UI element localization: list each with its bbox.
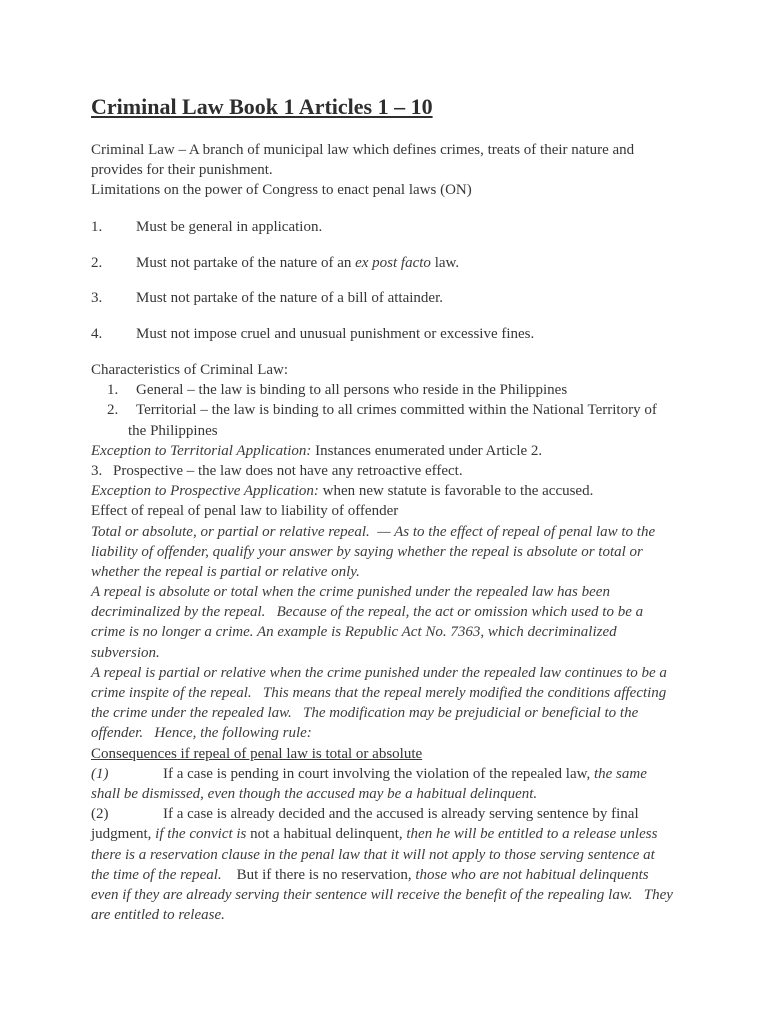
limitation-text: Must be general in application. xyxy=(136,219,323,235)
repeal-paragraph-line: subversion. xyxy=(91,644,160,661)
repeal-paragraph-line: decriminalized by the repeal. Because of the repeal, the act or omission which used to be a xyxy=(91,604,644,621)
limitation-item xyxy=(91,253,711,273)
exception-text: Instances enumerated under Article 2. xyxy=(311,442,543,459)
rule-text-emphasis: the time of the repeal. xyxy=(91,866,222,883)
exception-label: Exception to Prospective Application: xyxy=(91,483,319,500)
exception-line xyxy=(91,481,711,501)
rule-text-emphasis: the same xyxy=(593,765,647,782)
list-number: 2. xyxy=(91,255,103,271)
characteristics-heading: Characteristics of Criminal Law: xyxy=(91,362,289,378)
repeal-heading: Effect of repeal of penal law to liability of offender xyxy=(91,503,399,520)
rule-line xyxy=(91,804,711,824)
list-number: 1. xyxy=(107,382,119,399)
repeal-paragraph-line: whether the repeal is partial or relative only. xyxy=(91,563,360,580)
repeal-paragraph-line: offender. Hence, the following rule: xyxy=(91,725,312,742)
characteristic-continuation: the Philippines xyxy=(128,422,218,439)
rule-line xyxy=(91,865,711,885)
limitation-item xyxy=(91,288,711,308)
rule-text: If a case is already decided and the accused is already serving sentence by final xyxy=(163,806,639,823)
repeal-paragraph-line: Total or absolute, or partial or relative repeal. — As to the effect of repeal of penal law to the xyxy=(91,523,656,540)
consequences-heading-line xyxy=(91,744,711,764)
rule-number: (2) xyxy=(91,806,109,823)
latin-term: ex post facto xyxy=(355,255,431,271)
characteristic-item xyxy=(91,380,711,400)
characteristic-text: Territorial – the law is binding to all crimes committed within the National Territory of xyxy=(136,402,657,419)
list-number: 2. xyxy=(107,402,119,419)
rule-line xyxy=(91,764,711,784)
definition-line: Criminal Law – A branch of municipal law which defines crimes, treats of their nature and xyxy=(91,142,635,158)
rule-line xyxy=(91,824,711,844)
list-number: 1. xyxy=(91,219,103,235)
definition-paragraph xyxy=(91,140,711,200)
list-number: 4. xyxy=(91,326,103,342)
rule-line: there is a reservation clause in the penal law that it will not apply to those serving sentence at xyxy=(91,846,655,863)
limitation-line xyxy=(91,253,711,273)
limitation-item xyxy=(91,324,711,344)
repeal-paragraph-line: A repeal is partial or relative when the crime punished under the repealed law continues to be a xyxy=(91,664,667,681)
exception-label: Exception to Territorial Application: xyxy=(91,442,312,459)
repeal-paragraph-line: crime is no longer a crime. An example is Republic Act No. 7363, which decriminalized xyxy=(91,624,617,641)
exception-text: when new statute is favorable to the accused. xyxy=(318,483,594,500)
characteristic-item xyxy=(91,461,711,481)
rule-text: judgment, xyxy=(91,826,156,843)
limitation-item xyxy=(91,217,711,237)
limitation-text: Must not partake of the nature of an xyxy=(136,255,356,271)
rule-line: shall be dismissed, even though the accused may be a habitual delinquent. xyxy=(91,785,538,802)
repeal-paragraph-line: liability of offender, qualify your answer by saying whether the repeal is absolute or total or xyxy=(91,543,643,560)
exception-line xyxy=(91,441,711,461)
repeal-paragraph-line: crime inspite of the repeal. This means that the repeal merely modified the conditions affecting xyxy=(91,685,667,701)
limitation-text: law. xyxy=(430,255,460,271)
characteristic-text: Prospective – the law does not have any retroactive effect. xyxy=(113,462,463,479)
limitation-line xyxy=(91,217,711,237)
list-number: 3. xyxy=(91,290,103,306)
limitation-text: Must not impose cruel and unusual punishment or excessive fines. xyxy=(136,326,535,342)
rule-line: even if they are already serving their sentence will receive the benefit of the repealing law. They xyxy=(91,886,673,903)
document-title: Criminal Law Book 1 Articles 1 – 10 xyxy=(91,94,433,119)
repeal-paragraph-line: the crime under the repealed law. The modification may be prejudicial or beneficial to the xyxy=(91,705,639,722)
rule-number: (1) xyxy=(91,765,109,782)
rule-text-emphasis: then he will be entitled to a release unless xyxy=(406,826,658,843)
rule-line: are entitled to release. xyxy=(91,907,225,924)
characteristic-text: General – the law is binding to all persons who reside in the Philippines xyxy=(136,382,568,399)
rule-text: But if there is no reservation, xyxy=(221,866,416,883)
rule-text: If a case is pending in court involving the violation of the repealed law, xyxy=(163,765,594,782)
consequences-heading: Consequences if repeal of penal law is total or absolute xyxy=(91,745,423,762)
limitation-text: Must not partake of the nature of a bill of attainder. xyxy=(136,290,443,306)
limitation-line xyxy=(91,324,711,344)
limitation-line xyxy=(91,288,711,308)
rule-text-emphasis: those who are not habitual delinquents xyxy=(415,866,649,883)
rule-text-emphasis: if the convict is xyxy=(155,826,247,843)
definition-line: provides for their punishment. xyxy=(91,162,273,178)
list-number: 3. xyxy=(91,462,103,479)
characteristics-section xyxy=(91,360,711,925)
limitations-heading: Limitations on the power of Congress to enact penal laws (ON) xyxy=(91,182,472,198)
characteristic-item xyxy=(91,400,711,420)
repeal-paragraph-line: A repeal is absolute or total when the crime punished under the repealed law has been xyxy=(91,584,610,601)
rule-text: not a habitual delinquent, xyxy=(246,826,407,843)
